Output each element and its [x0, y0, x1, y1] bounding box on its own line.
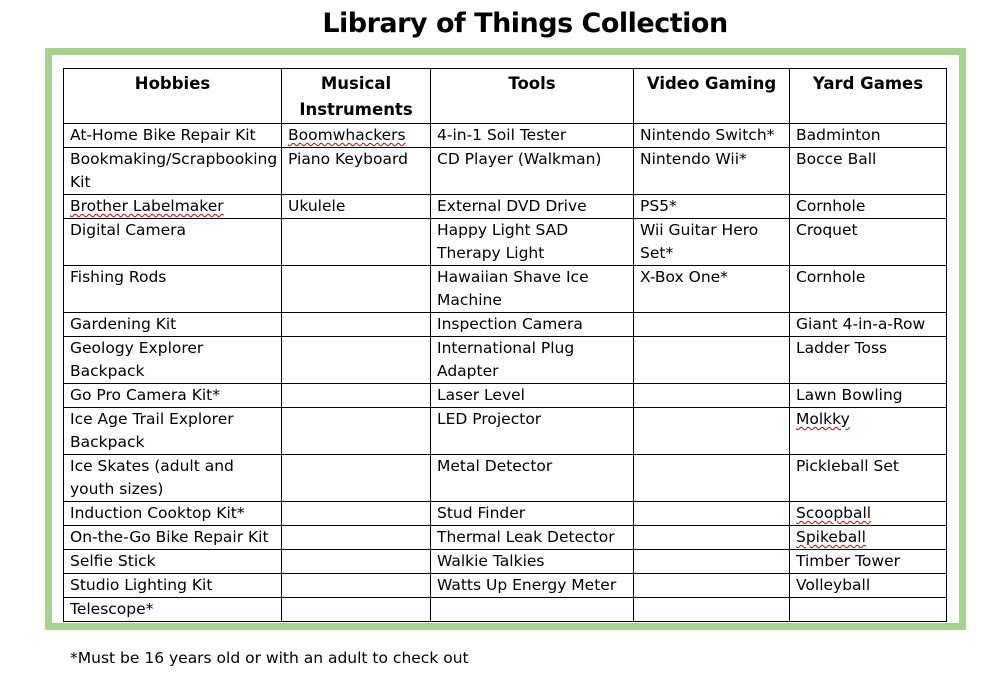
cell-text: Happy Light SAD Therapy Light: [437, 221, 569, 262]
cell-text: Timber Tower: [796, 552, 900, 570]
cell-yard-games: [790, 124, 947, 148]
cell-text: Ladder Toss: [796, 339, 888, 357]
cell-hobbies: [64, 266, 282, 313]
cell-video-gaming: [634, 384, 790, 408]
cell-text: Telescope*: [70, 600, 154, 618]
cell-musical-instruments: [282, 266, 431, 313]
cell-yard-games: [790, 598, 947, 622]
cell-musical-instruments: [282, 408, 431, 455]
cell-video-gaming: [634, 148, 790, 195]
cell-hobbies: [64, 408, 282, 455]
table-row: [64, 526, 947, 550]
table-row: [64, 550, 947, 574]
cell-yard-games: [790, 148, 947, 195]
cell-yard-games: [790, 455, 947, 502]
cell-text: LED Projector: [437, 410, 542, 428]
table-row: [64, 313, 947, 337]
cell-text: Boomwhackers: [288, 126, 406, 144]
cell-hobbies: [64, 550, 282, 574]
header-video-gaming: Video Gaming: [634, 69, 790, 124]
header-yard-games: Yard Games: [790, 69, 947, 124]
cell-yard-games: [790, 219, 947, 266]
cell-hobbies: [64, 455, 282, 502]
cell-tools: [431, 337, 634, 384]
table-row: [64, 408, 947, 455]
cell-text: Scoopball: [796, 504, 872, 522]
table-row: [64, 574, 947, 598]
cell-video-gaming: [634, 598, 790, 622]
cell-yard-games: [790, 313, 947, 337]
header-tools: Tools: [431, 69, 634, 124]
cell-yard-games: [790, 408, 947, 455]
document-title: Library of Things Collection: [322, 8, 728, 39]
cell-text: CD Player (Walkman): [437, 150, 602, 168]
cell-yard-games: [790, 266, 947, 313]
cell-tools: [431, 455, 634, 502]
cell-yard-games: [790, 574, 947, 598]
cell-text: Ice Skates (adult and youth sizes): [70, 457, 234, 498]
cell-tools: [431, 313, 634, 337]
cell-musical-instruments: [282, 550, 431, 574]
cell-video-gaming: [634, 526, 790, 550]
cell-text: Cornhole: [796, 268, 866, 286]
cell-text: On-the-Go Bike Repair Kit: [70, 528, 269, 546]
cell-video-gaming: [634, 219, 790, 266]
cell-text: Volleyball: [796, 576, 871, 594]
cell-musical-instruments: [282, 455, 431, 502]
cell-text: Selfie Stick: [70, 552, 156, 570]
cell-video-gaming: [634, 455, 790, 502]
cell-text: Croquet: [796, 221, 858, 239]
cell-yard-games: [790, 550, 947, 574]
cell-text: Molkky: [796, 410, 850, 428]
cell-tools: [431, 384, 634, 408]
cell-video-gaming: [634, 408, 790, 455]
cell-musical-instruments: [282, 526, 431, 550]
table-body: [64, 124, 947, 622]
cell-hobbies: [64, 502, 282, 526]
cell-tools: [431, 219, 634, 266]
collection-table: [63, 68, 947, 622]
cell-yard-games: [790, 502, 947, 526]
cell-tools: [431, 574, 634, 598]
table-row: [64, 455, 947, 502]
cell-text: Nintendo Wii*: [640, 150, 747, 168]
cell-text: Ukulele: [288, 197, 346, 215]
cell-yard-games: [790, 526, 947, 550]
cell-hobbies: [64, 219, 282, 266]
cell-text: Digital Camera: [70, 221, 187, 239]
cell-text: Inspection Camera: [437, 315, 583, 333]
cell-text: Wii Guitar Hero Set*: [640, 221, 759, 262]
cell-text: Spikeball: [796, 528, 866, 546]
cell-text: X-Box One*: [640, 268, 728, 286]
cell-text: Watts Up Energy Meter: [437, 576, 617, 594]
cell-text: 4-in-1 Soil Tester: [437, 126, 567, 144]
cell-hobbies: [64, 337, 282, 384]
header-hobbies: Hobbies: [64, 69, 282, 124]
cell-text: Cornhole: [796, 197, 866, 215]
table-row: [64, 195, 947, 219]
table-row: [64, 219, 947, 266]
cell-video-gaming: [634, 313, 790, 337]
cell-text: Pickleball Set: [796, 457, 899, 475]
cell-hobbies: [64, 148, 282, 195]
cell-tools: [431, 124, 634, 148]
cell-yard-games: [790, 384, 947, 408]
cell-video-gaming: [634, 124, 790, 148]
cell-video-gaming: [634, 195, 790, 219]
cell-hobbies: [64, 598, 282, 622]
cell-text: Geology Explorer Backpack: [70, 339, 204, 380]
cell-video-gaming: [634, 550, 790, 574]
cell-text: Nintendo Switch*: [640, 126, 775, 144]
cell-hobbies: [64, 574, 282, 598]
cell-text: Metal Detector: [437, 457, 553, 475]
cell-hobbies: [64, 526, 282, 550]
cell-tools: [431, 598, 634, 622]
cell-tools: [431, 550, 634, 574]
cell-text: Gardening Kit: [70, 315, 177, 333]
cell-tools: [431, 195, 634, 219]
cell-hobbies: [64, 124, 282, 148]
cell-text: PS5*: [640, 197, 677, 215]
cell-musical-instruments: [282, 124, 431, 148]
cell-musical-instruments: [282, 337, 431, 384]
cell-text: Badminton: [796, 126, 881, 144]
cell-text: Laser Level: [437, 386, 525, 404]
cell-text: Induction Cooktop Kit*: [70, 504, 245, 522]
cell-text: Piano Keyboard: [288, 150, 408, 168]
cell-tools: [431, 502, 634, 526]
cell-musical-instruments: [282, 195, 431, 219]
cell-musical-instruments: [282, 502, 431, 526]
cell-musical-instruments: [282, 313, 431, 337]
footnote: *Must be 16 years old or with an adult to check out: [70, 649, 469, 667]
table-row: [64, 337, 947, 384]
header-musical-instruments: Musical Instruments: [282, 69, 431, 124]
cell-musical-instruments: [282, 598, 431, 622]
cell-text: Lawn Bowling: [796, 386, 903, 404]
cell-text: Thermal Leak Detector: [437, 528, 615, 546]
table-row: [64, 124, 947, 148]
cell-text: Giant 4-in-a-Row: [796, 315, 926, 333]
cell-text: Hawaiian Shave Ice Machine: [437, 268, 589, 309]
cell-text: Brother Labelmaker: [70, 197, 224, 215]
table-row: [64, 598, 947, 622]
cell-musical-instruments: [282, 384, 431, 408]
cell-hobbies: [64, 313, 282, 337]
cell-yard-games: [790, 337, 947, 384]
cell-text: Go Pro Camera Kit*: [70, 386, 220, 404]
table-row: [64, 266, 947, 313]
cell-text: Bookmaking/Scrapbooking Kit: [70, 150, 278, 191]
cell-tools: [431, 266, 634, 313]
cell-yard-games: [790, 195, 947, 219]
cell-musical-instruments: [282, 574, 431, 598]
cell-hobbies: [64, 195, 282, 219]
cell-text: At-Home Bike Repair Kit: [70, 126, 256, 144]
cell-tools: [431, 408, 634, 455]
cell-video-gaming: [634, 266, 790, 313]
cell-hobbies: [64, 384, 282, 408]
table-row: [64, 502, 947, 526]
cell-text: Ice Age Trail Explorer Backpack: [70, 410, 234, 451]
cell-text: Walkie Talkies: [437, 552, 545, 570]
cell-video-gaming: [634, 574, 790, 598]
cell-text: Bocce Ball: [796, 150, 877, 168]
table-header-row: [64, 69, 947, 124]
cell-musical-instruments: [282, 148, 431, 195]
cell-text: External DVD Drive: [437, 197, 587, 215]
cell-text: Stud Finder: [437, 504, 526, 522]
table-row: [64, 148, 947, 195]
cell-text: Studio Lighting Kit: [70, 576, 213, 594]
cell-video-gaming: [634, 502, 790, 526]
cell-text: Fishing Rods: [70, 268, 167, 286]
cell-text: International Plug Adapter: [437, 339, 575, 380]
cell-tools: [431, 148, 634, 195]
table-row: [64, 384, 947, 408]
cell-tools: [431, 526, 634, 550]
cell-musical-instruments: [282, 219, 431, 266]
cell-video-gaming: [634, 337, 790, 384]
